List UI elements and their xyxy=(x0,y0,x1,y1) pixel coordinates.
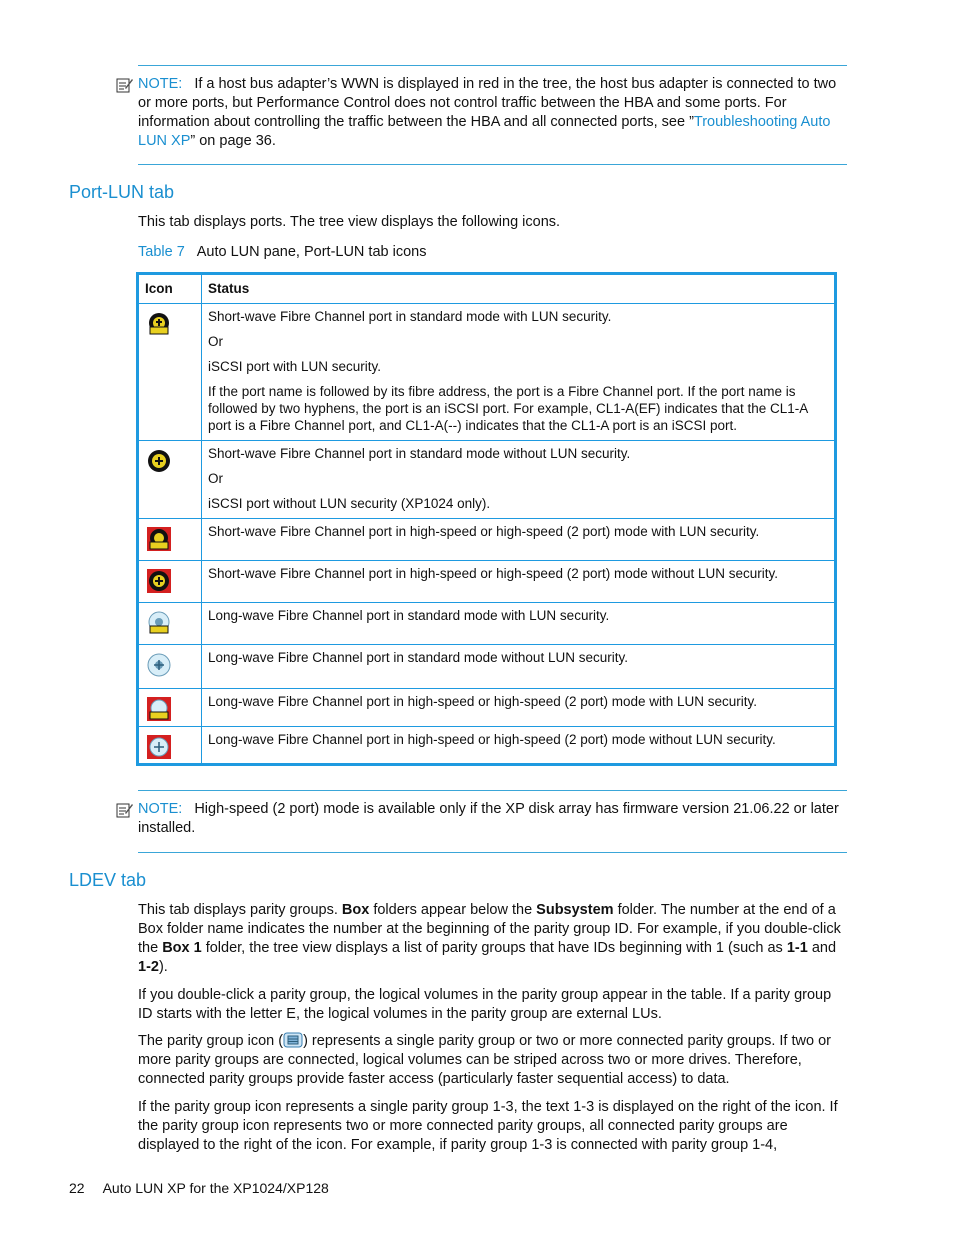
status-line: Long-wave Fibre Channel port in standard mode with LUN security. xyxy=(208,608,610,623)
status-line: Short-wave Fibre Channel port in high-speed or high-speed (2 port) mode without LUN security. xyxy=(208,566,779,581)
bold-term: 1-1 xyxy=(786,940,808,956)
note2-rule-bottom xyxy=(138,852,847,853)
text-run: folder, the tree view displays a list of parity groups that have IDs beginning with 1 (such as xyxy=(201,940,787,956)
shortwave-standard-lun-security-icon xyxy=(147,312,171,336)
status-line: Short-wave Fibre Channel port in standard mode without LUN security. xyxy=(208,446,631,461)
ldev-paragraph-4: If the parity group icon represents a single parity group 1-3, the text 1-3 is displayed on the right of the icon. If the parity group icon represents two or more connected parity groups, all connected parity groups are displayed to the right of the icon. For example, if parity group 1-3 is connected with parity group 1-4, xyxy=(138,1099,838,1153)
shortwave-highspeed-lun-security-icon xyxy=(147,527,171,551)
table-row xyxy=(138,519,836,561)
icon-cell xyxy=(138,603,202,645)
status-cell xyxy=(202,304,836,441)
status-cell xyxy=(202,519,836,561)
status-line: iSCSI port with LUN security. xyxy=(208,359,382,374)
bold-term: Box xyxy=(341,902,370,918)
ldev-paragraph-2: If you double-click a parity group, the logical volumes in the parity group appear in the table. If a parity group ID starts with the letter E, the logical volumes in the parity group are external LUs. xyxy=(138,987,832,1022)
status-line: Long-wave Fibre Channel port in high-speed or high-speed (2 port) mode without LUN security. xyxy=(208,732,776,747)
icon-cell xyxy=(138,689,202,727)
icon-cell xyxy=(138,645,202,689)
text-run: This tab displays parity groups. xyxy=(138,902,342,918)
parity-group-icon xyxy=(283,1032,303,1048)
table-row xyxy=(138,603,836,645)
col-icon-header: Icon xyxy=(138,274,202,304)
status-line: Or xyxy=(208,471,223,486)
note-icon xyxy=(116,802,134,818)
table-row xyxy=(138,441,836,519)
note-text: If a host bus adapter’s WWN is displayed in red in the tree, the host bus adapter is connected to two or more ports, but Performance Control does not control traffic between the HBA and some ports. For information about controlling the traffic between the HBA and all connected ports, see ” xyxy=(138,76,837,130)
text-run: and xyxy=(807,940,837,956)
bold-term: Subsystem xyxy=(536,902,614,918)
bold-term: 1-2 xyxy=(138,959,159,975)
text-run: folders appear below the xyxy=(369,902,537,918)
note-icon xyxy=(116,77,134,93)
status-cell xyxy=(202,689,836,727)
table-row xyxy=(138,727,836,765)
status-line: Long-wave Fibre Channel port in standard mode without LUN security. xyxy=(208,650,628,665)
note-text-end: ” on page 36. xyxy=(190,133,276,149)
shortwave-highspeed-no-lun-security-icon xyxy=(147,569,171,593)
table-caption xyxy=(138,244,426,260)
note-highspeed xyxy=(116,800,848,838)
note-rule-top xyxy=(138,65,847,66)
footer-title: Auto LUN XP for the XP1024/XP128 xyxy=(102,1180,329,1196)
table-header-row xyxy=(138,274,836,304)
longwave-standard-lun-security-icon xyxy=(147,611,171,635)
status-line: Or xyxy=(208,334,223,349)
status-cell xyxy=(202,441,836,519)
page-footer xyxy=(69,1180,329,1196)
longwave-highspeed-no-lun-security-icon xyxy=(147,735,171,759)
status-cell xyxy=(202,727,836,765)
text-run: ). xyxy=(158,959,168,975)
longwave-standard-no-lun-security-icon xyxy=(147,653,171,677)
shortwave-standard-no-lun-security-icon xyxy=(147,449,171,473)
status-line: Short-wave Fibre Channel port in high-speed or high-speed (2 port) mode with LUN security. xyxy=(208,524,760,539)
page-number: 22 xyxy=(69,1180,85,1196)
status-line: Long-wave Fibre Channel port in high-speed or high-speed (2 port) mode with LUN security. xyxy=(208,694,758,709)
col-status-header: Status xyxy=(202,274,836,304)
status-line: Short-wave Fibre Channel port in standard mode with LUN security. xyxy=(208,309,612,324)
ldev-paragraph-1 xyxy=(138,901,846,977)
status-cell xyxy=(202,561,836,603)
icon-cell xyxy=(138,727,202,765)
table-row xyxy=(138,561,836,603)
status-cell xyxy=(202,603,836,645)
ldev-heading: LDEV tab xyxy=(69,870,147,890)
status-line: If the port name is followed by its fibre address, the port is a Fibre Channel port. If the port name is followed by two hyphens, the port is an iSCSI port. For example, CL1-A(EF) indicates that the CL1-A port is a Fibre Channel port, and CL1-A(--) indicates that the CL1-A port is an iSCSI port. xyxy=(208,384,808,433)
table-row xyxy=(138,689,836,727)
troubleshooting-link[interactable]: Troubleshooting Auto LUN XP xyxy=(138,114,831,149)
longwave-highspeed-lun-security-icon xyxy=(147,697,171,721)
note-rule-bottom xyxy=(138,164,847,165)
table-number: Table 7 xyxy=(138,244,185,260)
note-label: NOTE: xyxy=(138,801,183,817)
port-lun-heading: Port-LUN tab xyxy=(69,182,175,202)
text-run: The parity group icon ( xyxy=(138,1033,284,1049)
icon-cell xyxy=(138,441,202,519)
table-row xyxy=(138,645,836,689)
ldev-paragraph-3 xyxy=(138,1032,846,1089)
table-row xyxy=(138,304,836,441)
port-lun-intro: This tab displays ports. The tree view displays the following icons. xyxy=(138,214,561,230)
icon-cell xyxy=(138,561,202,603)
note2-rule-top xyxy=(138,790,847,791)
note-hba xyxy=(116,75,848,151)
icon-cell xyxy=(138,304,202,441)
note-text: High-speed (2 port) mode is available only if the XP disk array has firmware version 21.06.22 or later installed. xyxy=(138,801,839,836)
port-icons-table xyxy=(136,272,837,766)
text-run: folder. The number at the end of a Box folder name indicates the number at the beginning of the parity group ID. For example, if you double-click the xyxy=(138,902,841,956)
text-run: ) represents a single parity group or two or more connected parity groups. If two or more parity groups are connected, logical volumes can be striped across two or more drives. Therefore, connected parity groups provide faster access (particularly faster sequential access) to data. xyxy=(138,1033,831,1087)
table-title: Auto LUN pane, Port-LUN tab icons xyxy=(196,244,427,260)
bold-term: Box 1 xyxy=(162,940,202,956)
icon-cell xyxy=(138,519,202,561)
status-cell xyxy=(202,645,836,689)
note-label: NOTE: xyxy=(138,76,183,92)
status-line: iSCSI port without LUN security (XP1024 only). xyxy=(208,496,491,511)
